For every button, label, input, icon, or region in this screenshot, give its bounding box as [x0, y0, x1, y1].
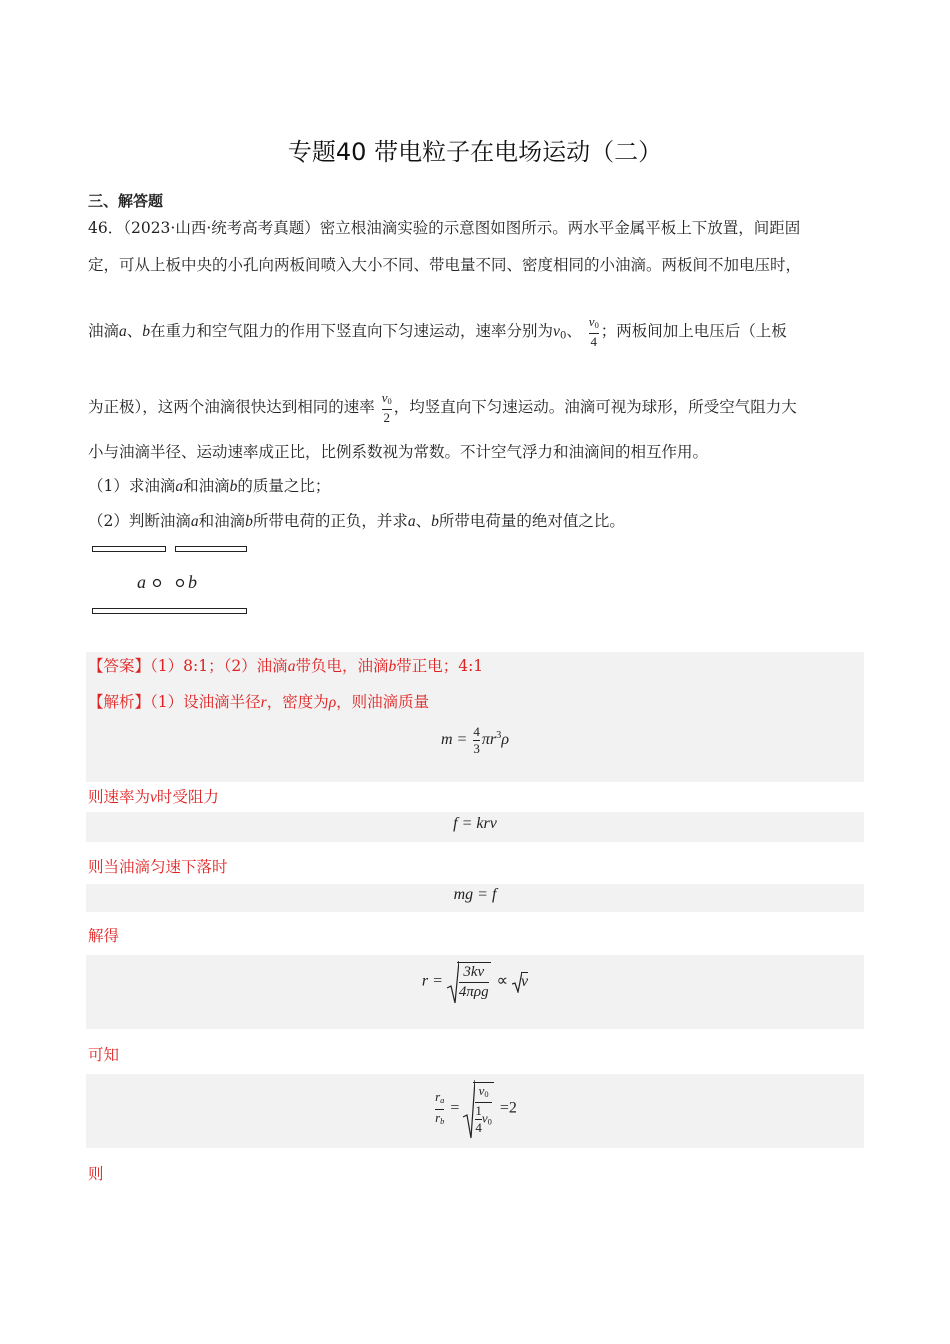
formula-radius: r = $\frac{3kv}{\text{4πρg}}$ ∝ v — [86, 960, 864, 1004]
section-heading: 三、解答题 — [88, 192, 164, 210]
droplet-b-label: b — [188, 572, 197, 592]
upper-plate-left — [92, 546, 166, 552]
question-line-1: 46．（2023·山西·统考高考真题）密立根油滴实验的示意图如图所示。两水平金属平板上下放置，间距固 — [88, 219, 801, 237]
answer-line: 【答案】（1）8:1；（2）油滴a带负电，油滴b带正电；4:1 — [88, 657, 484, 675]
upper-plate-right — [175, 546, 247, 552]
analysis-step-4: 解得 — [88, 927, 120, 945]
question-line-5: 小与油滴半径、运动速率成正比，比例系数视为常数。不计空气浮力和油滴间的相互作用。 — [88, 443, 709, 461]
analysis-step-3: 则当油滴匀速下落时 — [88, 858, 228, 876]
droplet-b — [174, 577, 186, 589]
formula-drag: f = krv — [453, 815, 497, 832]
droplet-a — [151, 577, 163, 589]
formula-radius-ratio: $\frac{r_a}{r_b}$ = $v_0$ $\frac{1}{4}$ $v_0$ =2 — [86, 1079, 864, 1139]
question-line-3: 油滴a、b在重力和空气阻力的作用下竖直向下匀速运动，速率分别为$v_0$、 $\frac{v_0}{4}$ ；两板间加上电压后（上板 — [88, 314, 787, 350]
formula-mass: m = $\frac{4}{3}$ $\pi r^3\rho$ — [441, 724, 509, 756]
page-title: 专题40 带电粒子在电场运动（二） — [287, 138, 663, 166]
lower-plate — [92, 608, 247, 614]
formula-balance: mg = f — [453, 886, 497, 903]
question-line-4: 为正极），这两个油滴很快达到相同的速率 $\frac{v_0}{2}$ ，均竖直向下匀速运动。油滴可视为球形，所受空气阻力大 — [88, 390, 797, 426]
question-line-2: 定，可从上板中央的小孔向两板间喷入大小不同、带电量不同、密度相同的小油滴。两板间不加电压时， — [88, 256, 802, 274]
analysis-step-2: 则速率为v时受阻力 — [88, 788, 219, 806]
fraction-v0-over-2: $\frac{v_0}{2}$ — [381, 390, 392, 426]
droplet-a-label: a — [137, 572, 146, 592]
analysis-step-5: 可知 — [88, 1046, 120, 1064]
fraction-v0-over-4: $\frac{v_0}{4}$ — [588, 314, 599, 350]
sub-question-1: （1）求油滴a和油滴b的质量之比； — [88, 477, 331, 495]
analysis-step-6: 则 — [88, 1165, 104, 1183]
analysis-line: 【解析】（1）设油滴半径r，密度为ρ，则油滴质量 — [88, 693, 430, 711]
sub-question-2: （2）判断油滴a和油滴b所带电荷的正负，并求a、b所带电荷量的绝对值之比。 — [88, 512, 625, 530]
